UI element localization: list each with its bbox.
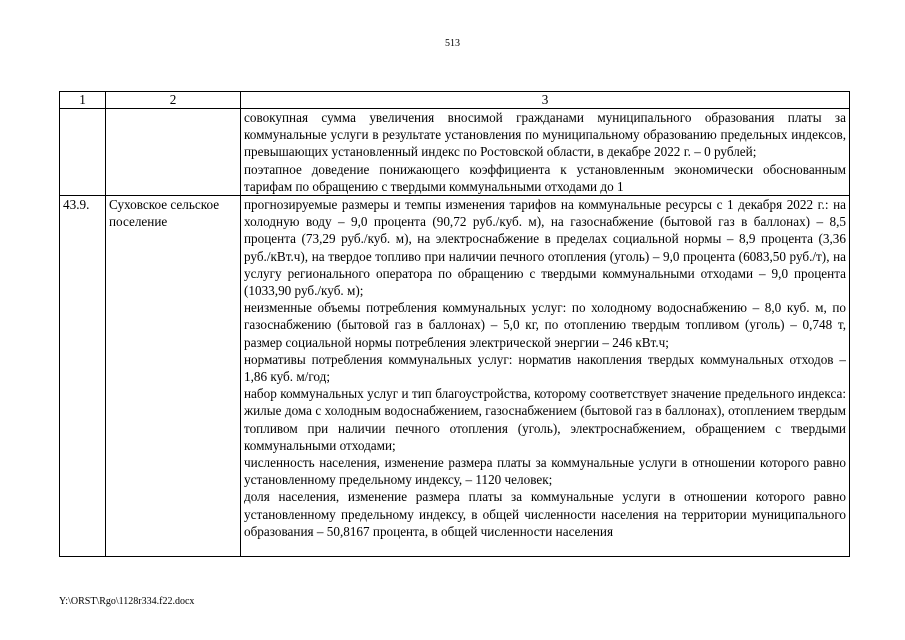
table-row-43-9 xyxy=(60,196,850,557)
paragraph: набор коммунальных услуг и тип благоустройства, которому соответствует значение предельного индекса: жилые дома с холодным водоснабжением, газоснабжением (бытовой газ в баллонах), отоплением твердым топливом при наличии печного отопления (уголь), электроснабжением, обращением с твердыми коммунальными отходами; xyxy=(244,386,846,453)
paragraph: совокупная сумма увеличения вносимой гражданами муниципального образования платы за коммунальные услуги в результате установления по муниципальному образованию предельных индексов, превышающих установленный индекс по Ростовской области, в декабре 2022 г. – 0 рублей; xyxy=(244,110,846,160)
table-header-row xyxy=(60,92,850,109)
row-number-cell xyxy=(60,109,106,196)
paragraph: прогнозируемые размеры и темпы изменения тарифов на коммунальные ресурсы с 1 декабря 2022 г.: на холодную воду – 9,0 процента (90,72 руб./куб. м), на газоснабжение (бытовой газ в баллонах) – 8,5 процента (73,29 руб./куб. м), на электроснабжение в пределах социальной нормы – 8,9 процента (3,36 руб./кВт.ч), на твердое топливо при наличии печного отопления (уголь) – 9,0 процента (6083,50 руб./т), на услугу регионального оператора по обращению с твердыми коммунальными отходами – 9,0 процента (1033,90 руб./куб. м); xyxy=(244,197,846,299)
header-col-1: 1 xyxy=(60,92,106,109)
paragraph: численность населения, изменение размера платы за коммунальные услуги в отношении которого равно установленному предельному индексу, – 1120 человек; xyxy=(244,455,846,488)
footer-file-path: Y:\ORST\Rgo\1128r334.f22.docx xyxy=(59,596,195,607)
description-cell xyxy=(241,109,850,196)
settlement-cell: Суховское сельское поселение xyxy=(106,196,241,557)
paragraph: неизменные объемы потребления коммунальных услуг: по холодному водоснабжению – 8,0 куб. м, по газоснабжению (бытовой газ в баллонах) – 5,0 кг, по отоплению твердым топливом (уголь) – 0,748 т, размер социальной нормы потребления электрической энергии – 246 кВт.ч; xyxy=(244,300,846,350)
page-number: 513 xyxy=(445,38,460,49)
description-cell xyxy=(241,196,850,557)
paragraph: поэтапное доведение понижающего коэффициента к установленным экономически обоснованным тарифам по обращению с твердыми коммунальными отходами до 1 xyxy=(244,161,846,194)
header-col-2: 2 xyxy=(106,92,241,109)
row-number-cell: 43.9. xyxy=(60,196,106,557)
header-col-3: 3 xyxy=(241,92,850,109)
table-row-continued xyxy=(60,109,850,196)
paragraph: доля населения, изменение размера платы за коммунальные услуги в отношении которого равно установленному предельному индексу, в общей численности населения на территории муниципального образования – 50,8167 процента, в общей численности населения xyxy=(244,489,846,539)
tariff-table xyxy=(59,91,850,557)
settlement-cell xyxy=(106,109,241,196)
paragraph: нормативы потребления коммунальных услуг: норматив накопления твердых коммунальных отходов – 1,86 куб. м/год; xyxy=(244,351,846,385)
